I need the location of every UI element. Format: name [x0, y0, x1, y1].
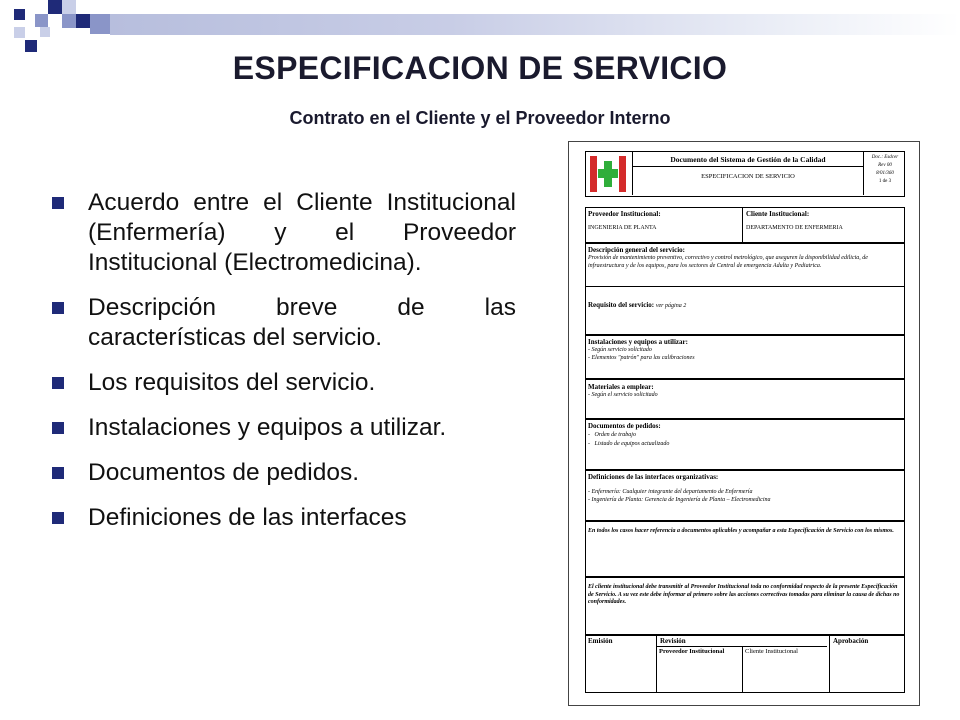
- bullet-text: Definiciones de las interfaces: [88, 504, 407, 531]
- bullet-square-icon: [52, 422, 64, 434]
- note-box: [585, 521, 905, 577]
- bullet-text: Documentos de pedidos.: [88, 459, 360, 486]
- document-date: 8/01/360: [876, 171, 894, 176]
- note-text: El cliente institucional debe transmitir al Proveedor Institucional toda no conformidad respecto de la presente Especificación de Servicio. A su vez este debe informar al primero sobre las acciones correctivas tomadas para eliminar la causa de dichas no conformidades.: [588, 584, 900, 605]
- document-revision: Rev 00: [878, 163, 892, 168]
- facilities-item: - Elementos "patrón" para las calibraciones: [588, 355, 695, 361]
- footer-aprobacion: Aprobación: [833, 637, 869, 645]
- decor-square: [48, 0, 62, 14]
- footer-emision: Emisión: [588, 637, 613, 645]
- document-header-center: [632, 152, 864, 195]
- facilities-item: - Según servicio solicitado: [588, 347, 652, 353]
- decor-square: [35, 14, 48, 27]
- bullet-item: [48, 503, 516, 533]
- requirement-label: [588, 301, 686, 309]
- orders-item: - Orden de trabajo: [588, 432, 636, 438]
- slide-subtitle-text: Contrato en el Cliente y el Proveedor Interno: [289, 108, 671, 128]
- slide-subtitle: [0, 108, 960, 129]
- divider: [656, 636, 657, 692]
- decor-square: [90, 14, 110, 34]
- footer-cliente: Cliente Institucional: [745, 648, 798, 655]
- bullet-square-icon: [52, 377, 64, 389]
- orders-item-text: Listado de equipos actualizado: [594, 441, 670, 447]
- interfaces-item-text: Enfermería: Cualquier integrante del departamento de Enfermería: [591, 489, 753, 495]
- bullet-square-icon: [52, 467, 64, 479]
- decor-square: [62, 0, 76, 14]
- client-label: Cliente Institucional:: [746, 210, 810, 218]
- divider: [742, 208, 743, 242]
- bullet-text: Descripción breve de las características del servicio.: [88, 294, 516, 351]
- decor-square: [40, 27, 50, 37]
- provider-value: INGENIERIA DE PLANTA: [588, 225, 657, 231]
- description-text: Provisión de mantenimiento preventivo, correctivo y control metrológico, que aseguren la disponibilidad edilicia, de infraestructura y de los equipos, para los sectores de Central de emergencia Adulta y Pediatrica.: [588, 255, 868, 269]
- document-code: Doc.: Esdcer: [871, 155, 899, 160]
- bullet-text: Acuerdo entre el Cliente Institucional (Enfermería) y el Proveedor Institucional (Electromedicina).: [88, 189, 516, 276]
- header-gradient-bar: [110, 14, 960, 35]
- bullet-square-icon: [52, 302, 64, 314]
- bullet-square-icon: [52, 197, 64, 209]
- note-box: [585, 577, 905, 635]
- client-value: DEPARTAMENTO DE ENFERMERIA: [746, 225, 843, 231]
- orders-label: Documentos de pedidos:: [588, 422, 661, 430]
- facilities-label: Instalaciones y equipos a utilizar:: [588, 338, 688, 346]
- facilities-item-text: Según servicio solicitado: [591, 347, 652, 353]
- decor-square: [76, 14, 90, 28]
- bullet-square-icon: [52, 512, 64, 524]
- document-page: 1 de 3: [878, 179, 892, 184]
- note-text: En todos los casos hacer referencia a documentos aplicables y acompañar a esta Especificación de Servicio con los mismos.: [588, 528, 894, 534]
- interfaces-item-text: Ingeniería de Planta: Gerencia de Ingeniería de Planta – Electromedicina: [591, 497, 771, 503]
- document-header: [585, 151, 905, 197]
- interfaces-item: - Enfermería: Cualquier integrante del departamento de Enfermería: [588, 489, 753, 495]
- interfaces-label: Definiciones de las interfaces organizativas:: [588, 473, 719, 481]
- bullet-list: [48, 188, 516, 548]
- orders-item: - Listado de equipos actualizado: [588, 441, 670, 447]
- bullet-item: [48, 188, 516, 278]
- requirement-label-text: Requisito del servicio:: [588, 301, 655, 309]
- orders-box: [585, 419, 905, 470]
- facilities-box: [585, 335, 905, 379]
- document-image: [568, 141, 920, 706]
- document-header-subtitle: ESPECIFICACION DE SERVICIO: [701, 173, 795, 180]
- divider: [586, 286, 904, 287]
- facilities-item-text: Elementos "patrón" para las calibraciones: [591, 355, 695, 361]
- document-form: [585, 151, 905, 697]
- bullet-item: [48, 368, 516, 398]
- decor-square: [14, 9, 25, 20]
- provider-label: Proveedor Institucional:: [588, 210, 661, 218]
- decor-square: [14, 27, 25, 38]
- footer-revision: Revisión: [660, 637, 686, 645]
- footer-proveedor: Proveedor Institucional: [659, 648, 725, 655]
- description-box: [585, 243, 905, 335]
- document-header-title: Documento del Sistema de Gestión de la Calidad: [670, 155, 826, 164]
- bullet-text: Los requisitos del servicio.: [88, 369, 376, 396]
- provider-client-box: [585, 207, 905, 243]
- description-label: Descripción general del servicio:: [588, 246, 686, 254]
- materials-box: [585, 379, 905, 419]
- divider: [742, 646, 743, 692]
- divider: [829, 636, 830, 692]
- materials-label: Materiales a emplear:: [588, 383, 654, 391]
- decor-square: [62, 14, 76, 28]
- document-header-meta: [866, 154, 904, 186]
- bullet-item: [48, 293, 516, 353]
- approval-footer: [585, 635, 905, 693]
- slide-title: ESPECIFICACION DE SERVICIO: [232, 50, 728, 86]
- hospital-cross-logo-icon: [590, 156, 626, 192]
- bullet-text: Instalaciones y equipos a utilizar.: [88, 414, 447, 441]
- materials-text: - Según el servicio solicitado: [588, 392, 658, 398]
- bullet-item: [48, 413, 516, 443]
- divider: [633, 166, 863, 167]
- interfaces-item: - Ingeniería de Planta: Gerencia de Ingeniería de Planta – Electromedicina: [588, 497, 771, 503]
- requirement-text: ver página 2: [655, 303, 687, 309]
- interfaces-box: [585, 470, 905, 521]
- orders-item-text: Orden de trabajo: [594, 432, 636, 438]
- bullet-item: [48, 458, 516, 488]
